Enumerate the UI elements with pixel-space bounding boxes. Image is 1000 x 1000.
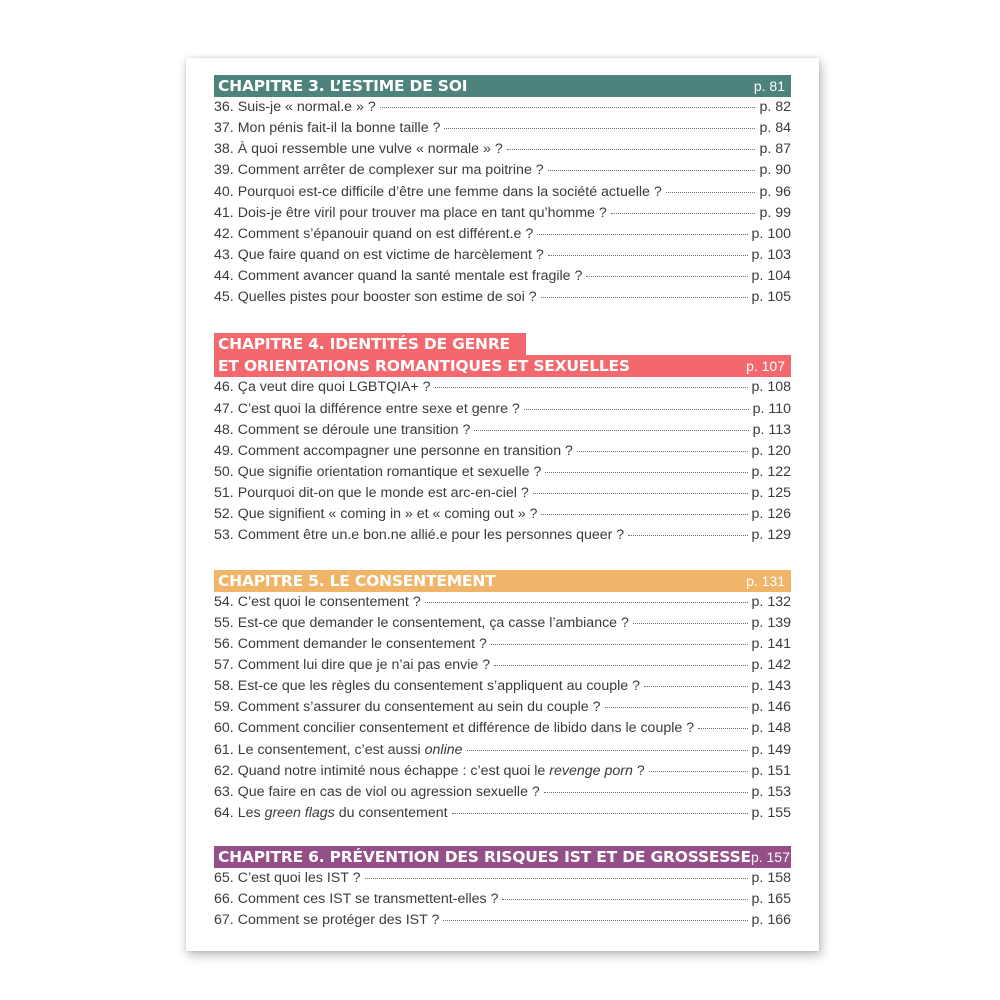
entry-page-number: p. 165 bbox=[751, 891, 791, 908]
entry-title bbox=[238, 763, 645, 779]
entry-title bbox=[238, 268, 583, 284]
entry-number: 64. bbox=[214, 804, 234, 821]
toc-entry bbox=[214, 141, 791, 162]
entry-title bbox=[238, 636, 487, 652]
entry-number: 55. bbox=[214, 614, 234, 631]
toc-entry bbox=[214, 657, 791, 678]
toc-entry bbox=[214, 184, 791, 205]
toc-entry bbox=[214, 268, 791, 289]
chapter-3 bbox=[214, 75, 791, 310]
entry-title-text: Comment arrêter de complexer sur ma poitrine ? bbox=[237, 162, 544, 179]
entry-page-number: p. 158 bbox=[751, 870, 791, 887]
chapter-3-items bbox=[214, 99, 791, 310]
toc-entry bbox=[214, 289, 791, 310]
dot-leader bbox=[443, 919, 747, 921]
dot-leader bbox=[425, 601, 748, 603]
entry-title bbox=[238, 141, 503, 157]
chapter-5-header bbox=[214, 570, 791, 592]
entry-title bbox=[238, 527, 624, 543]
entry-title-italic: green flags bbox=[264, 804, 335, 821]
toc-entry bbox=[214, 401, 791, 422]
entry-number: 43. bbox=[214, 246, 234, 263]
entry-number: 66. bbox=[214, 891, 234, 908]
entry-title-text: Comment lui dire que je n’ai pas envie ? bbox=[237, 656, 491, 673]
dot-leader bbox=[545, 471, 747, 473]
entry-title bbox=[238, 784, 540, 800]
entry-number: 39. bbox=[214, 162, 234, 179]
entry-title-text: Que signifient « coming in » et « coming out » ? bbox=[237, 506, 538, 523]
entry-number: 63. bbox=[214, 783, 234, 800]
dot-leader bbox=[644, 685, 748, 687]
entry-number: 54. bbox=[214, 593, 234, 610]
entry-number: 47. bbox=[214, 400, 234, 417]
dot-leader bbox=[502, 898, 747, 900]
entry-number: 42. bbox=[214, 225, 234, 242]
entry-number: 49. bbox=[214, 442, 234, 459]
entry-page-number: p. 146 bbox=[751, 699, 791, 716]
entry-title bbox=[238, 289, 537, 305]
dot-leader bbox=[666, 191, 756, 193]
entry-title bbox=[238, 99, 376, 115]
dot-leader bbox=[628, 534, 747, 536]
entry-title bbox=[238, 464, 542, 480]
toc-entry bbox=[214, 636, 791, 657]
entry-title-text: Que faire en cas de viol ou agression sexuelle ? bbox=[237, 783, 540, 800]
entry-title-text: Le consentement, c’est aussi bbox=[237, 741, 425, 758]
toc-entry bbox=[214, 506, 791, 527]
entry-title bbox=[238, 162, 544, 178]
entry-page-number: p. 120 bbox=[751, 442, 791, 459]
entry-page-number: p. 166 bbox=[751, 912, 791, 929]
entry-title-text: Comment être un.e bon.ne allié.e pour les personnes queer ? bbox=[237, 527, 625, 544]
entry-title-text: C’est quoi les IST ? bbox=[237, 870, 361, 887]
entry-page-number: p. 148 bbox=[751, 720, 791, 737]
toc-entry bbox=[214, 99, 791, 120]
entry-title bbox=[238, 184, 662, 200]
entry-number: 62. bbox=[214, 762, 234, 779]
toc-entry bbox=[214, 891, 791, 912]
entry-page-number: p. 129 bbox=[751, 527, 791, 544]
entry-page-number: p. 99 bbox=[759, 204, 791, 221]
toc-entry bbox=[214, 226, 791, 247]
entry-number: 61. bbox=[214, 741, 234, 758]
book-page bbox=[186, 58, 819, 951]
entry-title bbox=[238, 870, 361, 886]
toc-entry bbox=[214, 527, 791, 548]
toc-entry bbox=[214, 720, 791, 741]
entry-number: 36. bbox=[214, 99, 234, 115]
chapter-title: CHAPITRE 5. LE CONSENTEMENT bbox=[218, 571, 496, 590]
dot-leader bbox=[452, 812, 748, 814]
toc-entry bbox=[214, 678, 791, 699]
entry-page-number: p. 84 bbox=[759, 120, 791, 137]
chapter-page-number: p. 131 bbox=[746, 572, 785, 589]
entry-page-number: p. 153 bbox=[751, 783, 791, 800]
entry-number: 37. bbox=[214, 120, 234, 137]
entry-title bbox=[238, 594, 421, 610]
entry-title-text: Comment se protéger des IST ? bbox=[237, 912, 440, 929]
toc-entry bbox=[214, 742, 791, 763]
toc-entry bbox=[214, 805, 791, 826]
entry-title-text: C’est quoi le consentement ? bbox=[237, 593, 421, 610]
dot-leader bbox=[474, 429, 748, 431]
entry-number: 38. bbox=[214, 141, 234, 158]
entry-title-text: Que signifie orientation romantique et sexuelle ? bbox=[237, 463, 542, 480]
dot-leader bbox=[541, 513, 747, 515]
entry-number: 48. bbox=[214, 421, 234, 438]
entry-title-text: Comment se déroule une transition ? bbox=[237, 421, 471, 438]
table-of-contents bbox=[214, 75, 791, 934]
chapter-title-line1: CHAPITRE 4. IDENTITÉS DE GENRE bbox=[214, 333, 526, 355]
toc-entry bbox=[214, 120, 791, 141]
toc-entry bbox=[214, 162, 791, 183]
entry-number: 46. bbox=[214, 379, 234, 396]
entry-title-text: Mon pénis fait-il la bonne taille ? bbox=[237, 120, 441, 137]
dot-leader bbox=[577, 450, 748, 452]
entry-title bbox=[238, 226, 534, 242]
dot-leader bbox=[548, 254, 748, 256]
chapter-3-header bbox=[214, 75, 791, 97]
entry-title bbox=[238, 205, 607, 221]
toc-entry bbox=[214, 912, 791, 933]
toc-entry bbox=[214, 443, 791, 464]
entry-title-text: Comment concilier consentement et différence de libido dans le couple ? bbox=[237, 720, 695, 737]
entry-page-number: p. 155 bbox=[751, 804, 791, 821]
entry-title-text: Les bbox=[237, 804, 265, 821]
entry-title bbox=[238, 422, 471, 438]
entry-page-number: p. 139 bbox=[751, 614, 791, 631]
entry-number: 57. bbox=[214, 656, 234, 673]
dot-leader bbox=[467, 749, 748, 751]
entry-page-number: p. 90 bbox=[759, 162, 791, 179]
entry-number: 65. bbox=[214, 870, 234, 887]
dot-leader bbox=[380, 106, 756, 108]
entry-title-text: Quand notre intimité nous échappe : c’est quoi le bbox=[237, 762, 550, 779]
entry-title bbox=[238, 699, 601, 715]
entry-page-number: p. 105 bbox=[751, 289, 791, 306]
entry-title bbox=[238, 379, 431, 395]
toc-entry bbox=[214, 615, 791, 636]
chapter-title: CHAPITRE 3. L’ESTIME DE SOI bbox=[218, 77, 468, 95]
entry-title-text: Comment demander le consentement ? bbox=[237, 635, 487, 652]
entry-title bbox=[238, 742, 463, 758]
dot-leader bbox=[491, 643, 748, 645]
toc-entry bbox=[214, 784, 791, 805]
chapter-4 bbox=[214, 333, 791, 548]
chapter-4-header bbox=[214, 355, 791, 377]
dot-leader bbox=[611, 212, 756, 214]
entry-title-text: Suis-je « normal.e » ? bbox=[237, 99, 376, 115]
entry-title-italic: online bbox=[424, 741, 463, 758]
toc-entry bbox=[214, 870, 791, 891]
entry-title bbox=[238, 401, 520, 417]
entry-page-number: p. 141 bbox=[751, 635, 791, 652]
entry-page-number: p. 110 bbox=[752, 400, 791, 417]
entry-title-text: Pourquoi est-ce difficile d’être une femme dans la société actuelle ? bbox=[237, 183, 662, 200]
dot-leader bbox=[435, 386, 748, 388]
entry-page-number: p. 82 bbox=[759, 99, 791, 115]
entry-page-number: p. 104 bbox=[751, 268, 791, 285]
dot-leader bbox=[494, 664, 747, 666]
entry-number: 52. bbox=[214, 506, 234, 523]
entry-title-text: Comment avancer quand la santé mentale est fragile ? bbox=[237, 268, 583, 285]
entry-title-text: Ça veut dire quoi LGBTQIA+ ? bbox=[237, 379, 431, 396]
entry-page-number: p. 113 bbox=[752, 421, 791, 438]
entry-title bbox=[238, 485, 529, 501]
entry-page-number: p. 132 bbox=[751, 593, 791, 610]
dot-leader bbox=[533, 492, 748, 494]
toc-entry bbox=[214, 205, 791, 226]
entry-title bbox=[238, 912, 440, 928]
entry-title-text: Comment s’assurer du consentement au sein du couple ? bbox=[237, 699, 601, 716]
toc-entry bbox=[214, 594, 791, 615]
dot-leader bbox=[544, 791, 748, 793]
entry-page-number: p. 122 bbox=[751, 463, 791, 480]
entry-title-text: Comment ces IST se transmettent-elles ? bbox=[237, 891, 499, 908]
entry-number: 56. bbox=[214, 635, 234, 652]
toc-entry bbox=[214, 464, 791, 485]
chapter-title-line2: ET ORIENTATIONS ROMANTIQUES ET SEXUELLES bbox=[218, 357, 630, 376]
entry-page-number: p. 143 bbox=[751, 678, 791, 695]
entry-title-text: Pourquoi dit-on que le monde est arc-en-ciel ? bbox=[237, 485, 529, 502]
entry-title bbox=[238, 506, 538, 522]
dot-leader bbox=[605, 706, 748, 708]
chapter-5 bbox=[214, 570, 791, 827]
toc-entry bbox=[214, 422, 791, 443]
toc-entry bbox=[214, 485, 791, 506]
entry-page-number: p. 149 bbox=[751, 741, 791, 758]
entry-title-text: Que faire quand on est victime de harcèlement ? bbox=[237, 246, 544, 263]
dot-leader bbox=[633, 622, 748, 624]
entry-title-text: Comment accompagner une personne en transition ? bbox=[237, 442, 573, 459]
entry-title bbox=[238, 678, 640, 694]
entry-number: 45. bbox=[214, 289, 234, 306]
entry-title-text: C’est quoi la différence entre sexe et genre ? bbox=[237, 400, 520, 417]
entry-title-after: ? bbox=[632, 762, 645, 779]
entry-title-text: Quelles pistes pour booster son estime de soi ? bbox=[237, 289, 537, 306]
entry-title bbox=[238, 891, 499, 907]
entry-number: 51. bbox=[214, 485, 234, 502]
entry-title bbox=[238, 720, 694, 736]
chapter-title: CHAPITRE 6. PRÉVENTION DES RISQUES IST ET DE GROSSESSE bbox=[218, 848, 751, 867]
chapter-page-number: p. 157 bbox=[750, 849, 790, 866]
entry-title bbox=[238, 443, 573, 459]
entry-title-text: Dois-je être viril pour trouver ma place en tant qu’homme ? bbox=[237, 204, 607, 221]
entry-number: 67. bbox=[214, 912, 234, 929]
toc-entry bbox=[214, 763, 791, 784]
entry-title bbox=[238, 120, 441, 136]
dot-leader bbox=[524, 408, 749, 410]
entry-number: 41. bbox=[214, 204, 234, 221]
chapter-6-header bbox=[214, 846, 791, 868]
entry-title-after: du consentement bbox=[334, 804, 448, 821]
entry-title-text: Est-ce que les règles du consentement s’appliquent au couple ? bbox=[237, 678, 640, 695]
entry-number: 53. bbox=[214, 527, 234, 544]
entry-title bbox=[238, 805, 448, 821]
entry-page-number: p. 87 bbox=[759, 141, 791, 158]
dot-leader bbox=[698, 727, 747, 729]
entry-page-number: p. 125 bbox=[751, 485, 791, 502]
entry-number: 58. bbox=[214, 678, 234, 695]
entry-page-number: p. 108 bbox=[751, 379, 791, 396]
dot-leader bbox=[507, 148, 756, 150]
dot-leader bbox=[541, 296, 748, 298]
entry-number: 40. bbox=[214, 183, 234, 200]
entry-number: 60. bbox=[214, 720, 234, 737]
toc-entry bbox=[214, 699, 791, 720]
chapter-6-items bbox=[214, 870, 791, 933]
entry-title bbox=[238, 247, 544, 263]
toc-entry bbox=[214, 247, 791, 268]
entry-page-number: p. 100 bbox=[751, 225, 791, 242]
entry-number: 50. bbox=[214, 463, 234, 480]
dot-leader bbox=[548, 169, 756, 171]
entry-number: 59. bbox=[214, 699, 234, 716]
dot-leader bbox=[649, 770, 748, 772]
entry-page-number: p. 126 bbox=[751, 506, 791, 523]
chapter-6 bbox=[214, 846, 791, 933]
chapter-page-number: p. 81 bbox=[753, 78, 785, 94]
entry-page-number: p. 151 bbox=[751, 762, 791, 779]
entry-number: 44. bbox=[214, 268, 234, 285]
chapter-5-items bbox=[214, 594, 791, 827]
entry-title-text: Comment s’épanouir quand on est différent.e ? bbox=[237, 225, 534, 242]
entry-title bbox=[238, 615, 629, 631]
dot-leader bbox=[586, 275, 747, 277]
entry-page-number: p. 103 bbox=[751, 246, 791, 263]
entry-page-number: p. 96 bbox=[759, 183, 791, 200]
dot-leader bbox=[365, 877, 748, 879]
toc-entry bbox=[214, 379, 791, 400]
entry-title-italic: revenge porn bbox=[549, 762, 633, 779]
entry-title-text: À quoi ressemble une vulve « normale » ? bbox=[237, 141, 503, 158]
chapter-4-items bbox=[214, 379, 791, 548]
dot-leader bbox=[537, 233, 747, 235]
chapter-page-number: p. 107 bbox=[746, 358, 785, 375]
entry-title-text: Est-ce que demander le consentement, ça casse l’ambiance ? bbox=[237, 614, 629, 631]
entry-page-number: p. 142 bbox=[751, 656, 791, 673]
entry-title bbox=[238, 657, 490, 673]
dot-leader bbox=[444, 127, 755, 129]
